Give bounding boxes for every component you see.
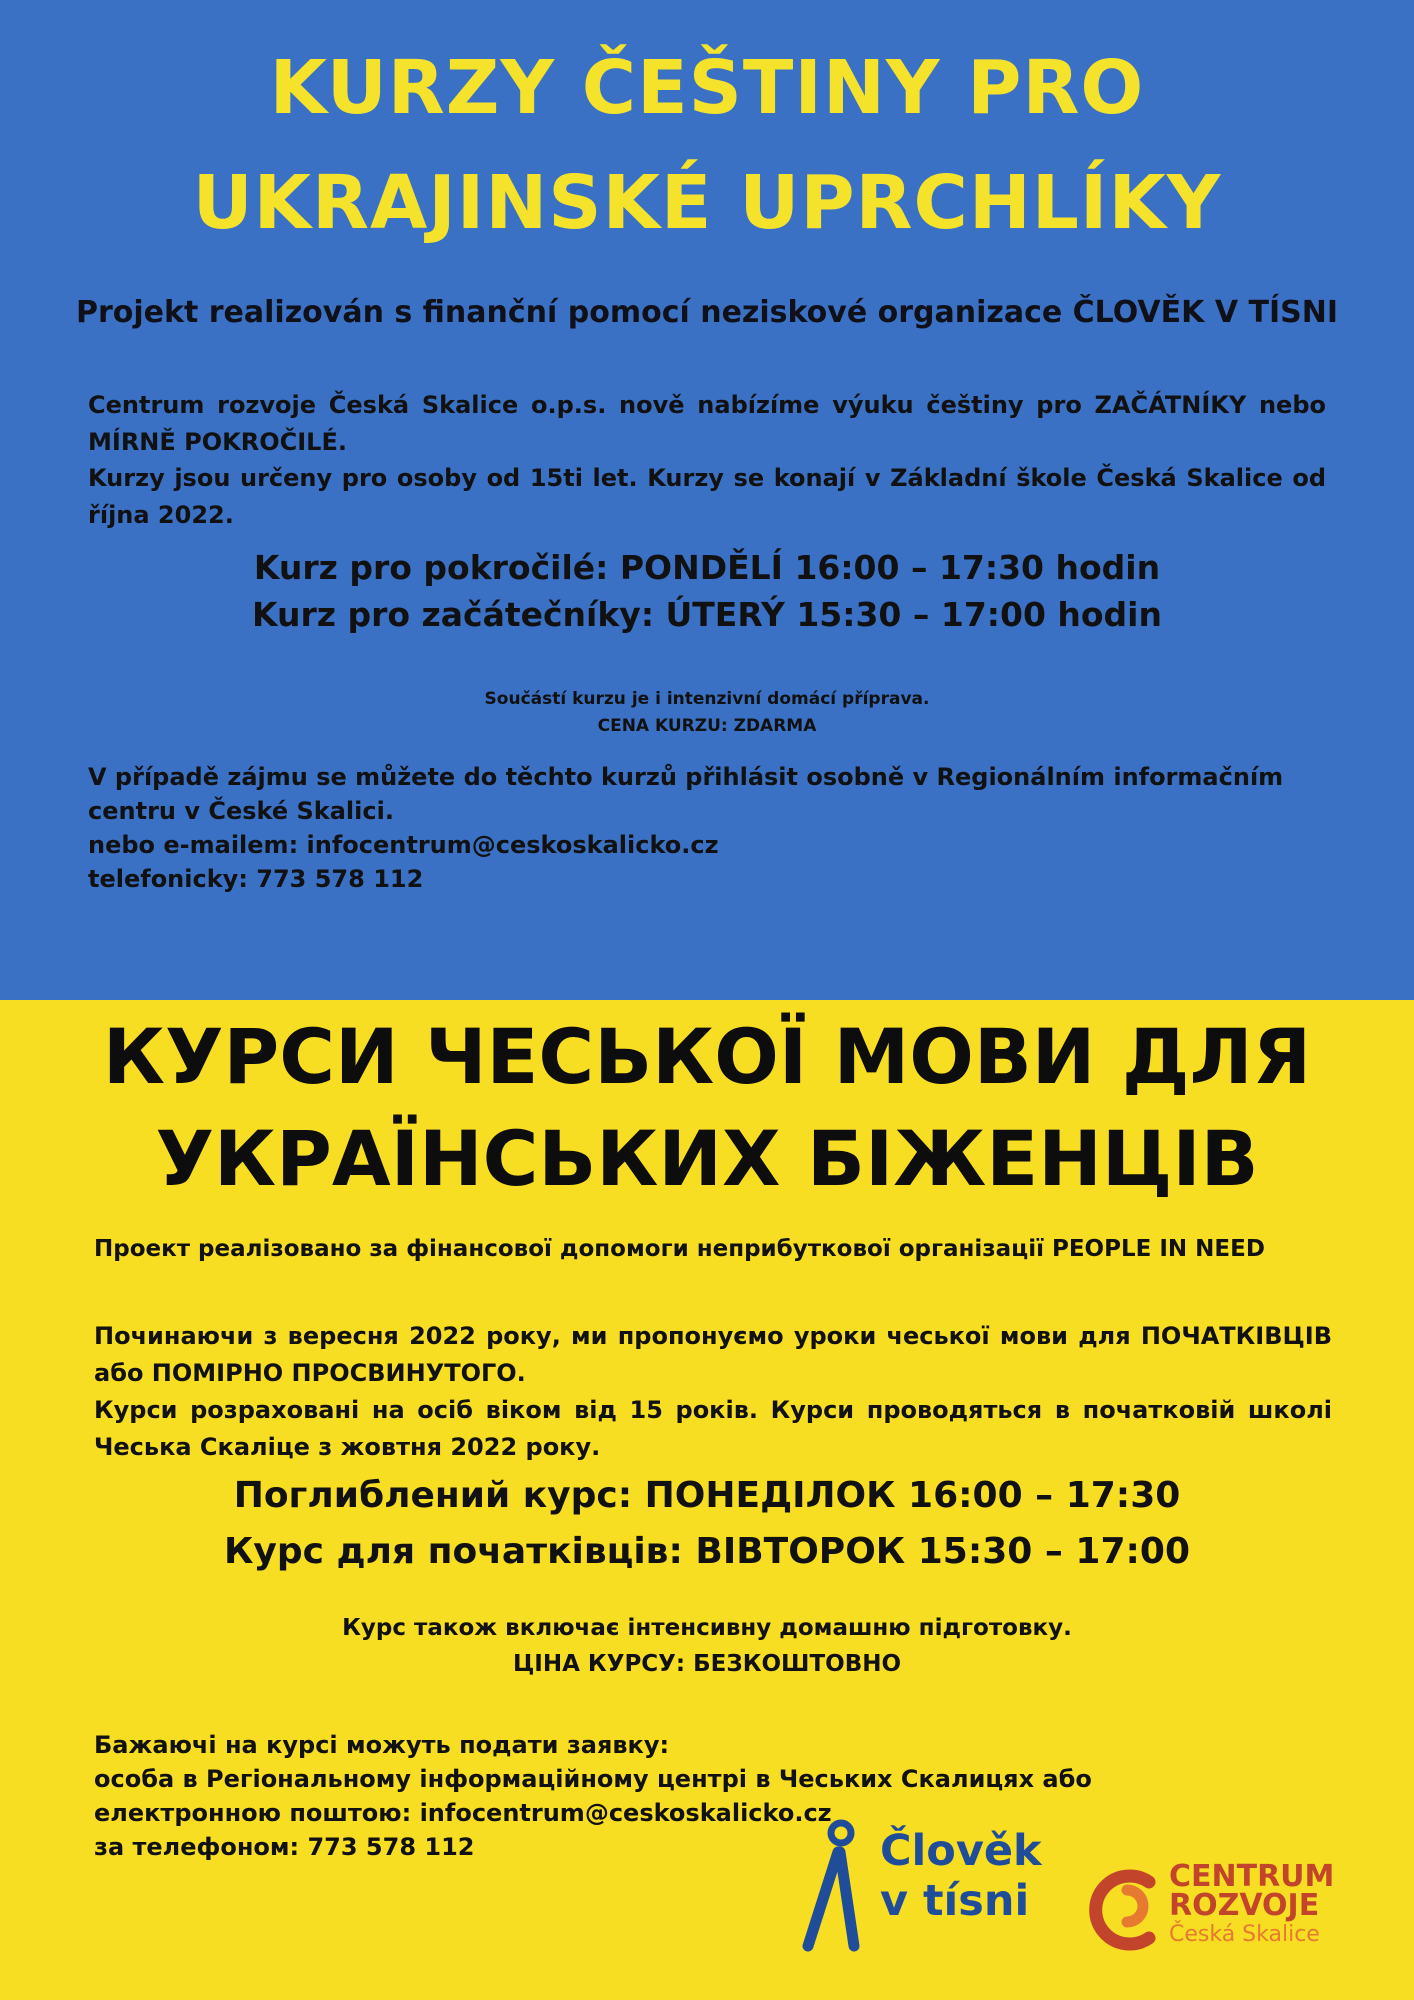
ukrainian-section	[0, 1000, 1414, 2000]
email-cz: nebo e-mailem: infocentrum@ceskoskalicko.cz	[88, 831, 719, 859]
title-cz-line1: KURZY ČEŠTINY PRO	[269, 45, 1145, 131]
clovek-logo-line2: v tísni	[880, 1876, 1030, 1926]
note-cz: Součástí kurzu je i intenzivní domácí příprava.	[484, 689, 930, 709]
contact-ua: особа в Регіональному інформаційному центрі в Чеських Скалицях або електронною поштою: infocentrum@ceskoskalicko.cz	[94, 1765, 1092, 1827]
intro-ua-2: Курси розраховані на осіб віком від 15 років. Курси проводяться в початковій школі Чеська Скаліце з жовтня 2022 року.	[94, 1396, 1332, 1461]
schedule-cz-advanced: Kurz pro pokročilé: PONDĚLÍ 16:00 – 17:30 hodin	[253, 548, 1161, 587]
clovek-figure-icon	[790, 1818, 870, 1958]
centrum-logo-line2: ROZVOJE	[1169, 1888, 1320, 1923]
intro-cz-1: Centrum rozvoje Česká Skalice o.p.s. nově nabízíme výuku češtiny pro ZAČÁTNÍKY nebo MÍRNĚ POKROČILÉ.	[88, 391, 1326, 456]
price-cz: CENA KURZU: ZDARMA	[597, 716, 817, 736]
centrum-logo-line3: Česká Skalice	[1169, 1922, 1320, 1947]
price-ua: ЦІНА КУРСУ: БЕЗКОШТОВНО	[512, 1651, 902, 1677]
intro-cz-2: Kurzy jsou určeny pro osoby od 15ti let. Kurzy se konají v Základní škole Česká Skalice od října 2022.	[88, 464, 1326, 529]
centrum-rozvoje-logo	[1085, 1860, 1345, 1960]
contact-ua-heading: Бажаючі на курсі можуть подати заявку:	[94, 1731, 670, 1759]
title-cz-line2: UKRAJINSKÉ UPRCHLÍKY	[192, 160, 1222, 246]
subtitle-cz: Projekt realizován s finanční pomocí neziskové organizace ČLOVĚK V TÍSNI	[76, 295, 1338, 330]
intro-ua-1: Починаючи з вересня 2022 року, ми пропонуємо уроки чеської мови для ПОЧАТКІВЦІВ або ПОМІРНО ПРОСВИНУТОГО.	[94, 1322, 1332, 1387]
centrum-c-icon	[1085, 1860, 1165, 1960]
centrum-logo-line1: CENTRUM	[1169, 1859, 1335, 1894]
schedule-ua-beginners: Курс для початківців: ВІВТОРОК 15:30 – 17:00	[223, 1531, 1191, 1572]
title-ua-line1: КУРСИ ЧЕСЬКОЇ МОВИ ДЛЯ	[102, 1012, 1312, 1101]
phone-cz: telefonicky: 773 578 112	[88, 865, 424, 893]
note-ua: Курс також включає інтенсивну домашню підготовку.	[342, 1615, 1072, 1641]
contact-cz: V případě zájmu se můžete do těchto kurzů přihlásit osobně v Regionálním informačním centru v České Skalici.	[88, 763, 1284, 825]
phone-ua: за телефоном: 773 578 112	[94, 1833, 475, 1861]
title-ua-line2: УКРАЇНСЬКИХ БІЖЕНЦІВ	[155, 1114, 1259, 1203]
schedule-cz-beginners: Kurz pro začátečníky: ÚTERÝ 15:30 – 17:00 hodin	[252, 595, 1162, 634]
clovek-logo-line1: Člověk	[880, 1826, 1042, 1876]
subtitle-ua: Проект реалізовано за фінансової допомоги неприбуткової організації PEOPLE IN NEED	[94, 1236, 1265, 1262]
clovek-v-tisni-logo	[790, 1818, 1060, 1958]
schedule-ua-advanced: Поглиблений курс: ПОНЕДІЛОК 16:00 – 17:30	[233, 1475, 1181, 1516]
